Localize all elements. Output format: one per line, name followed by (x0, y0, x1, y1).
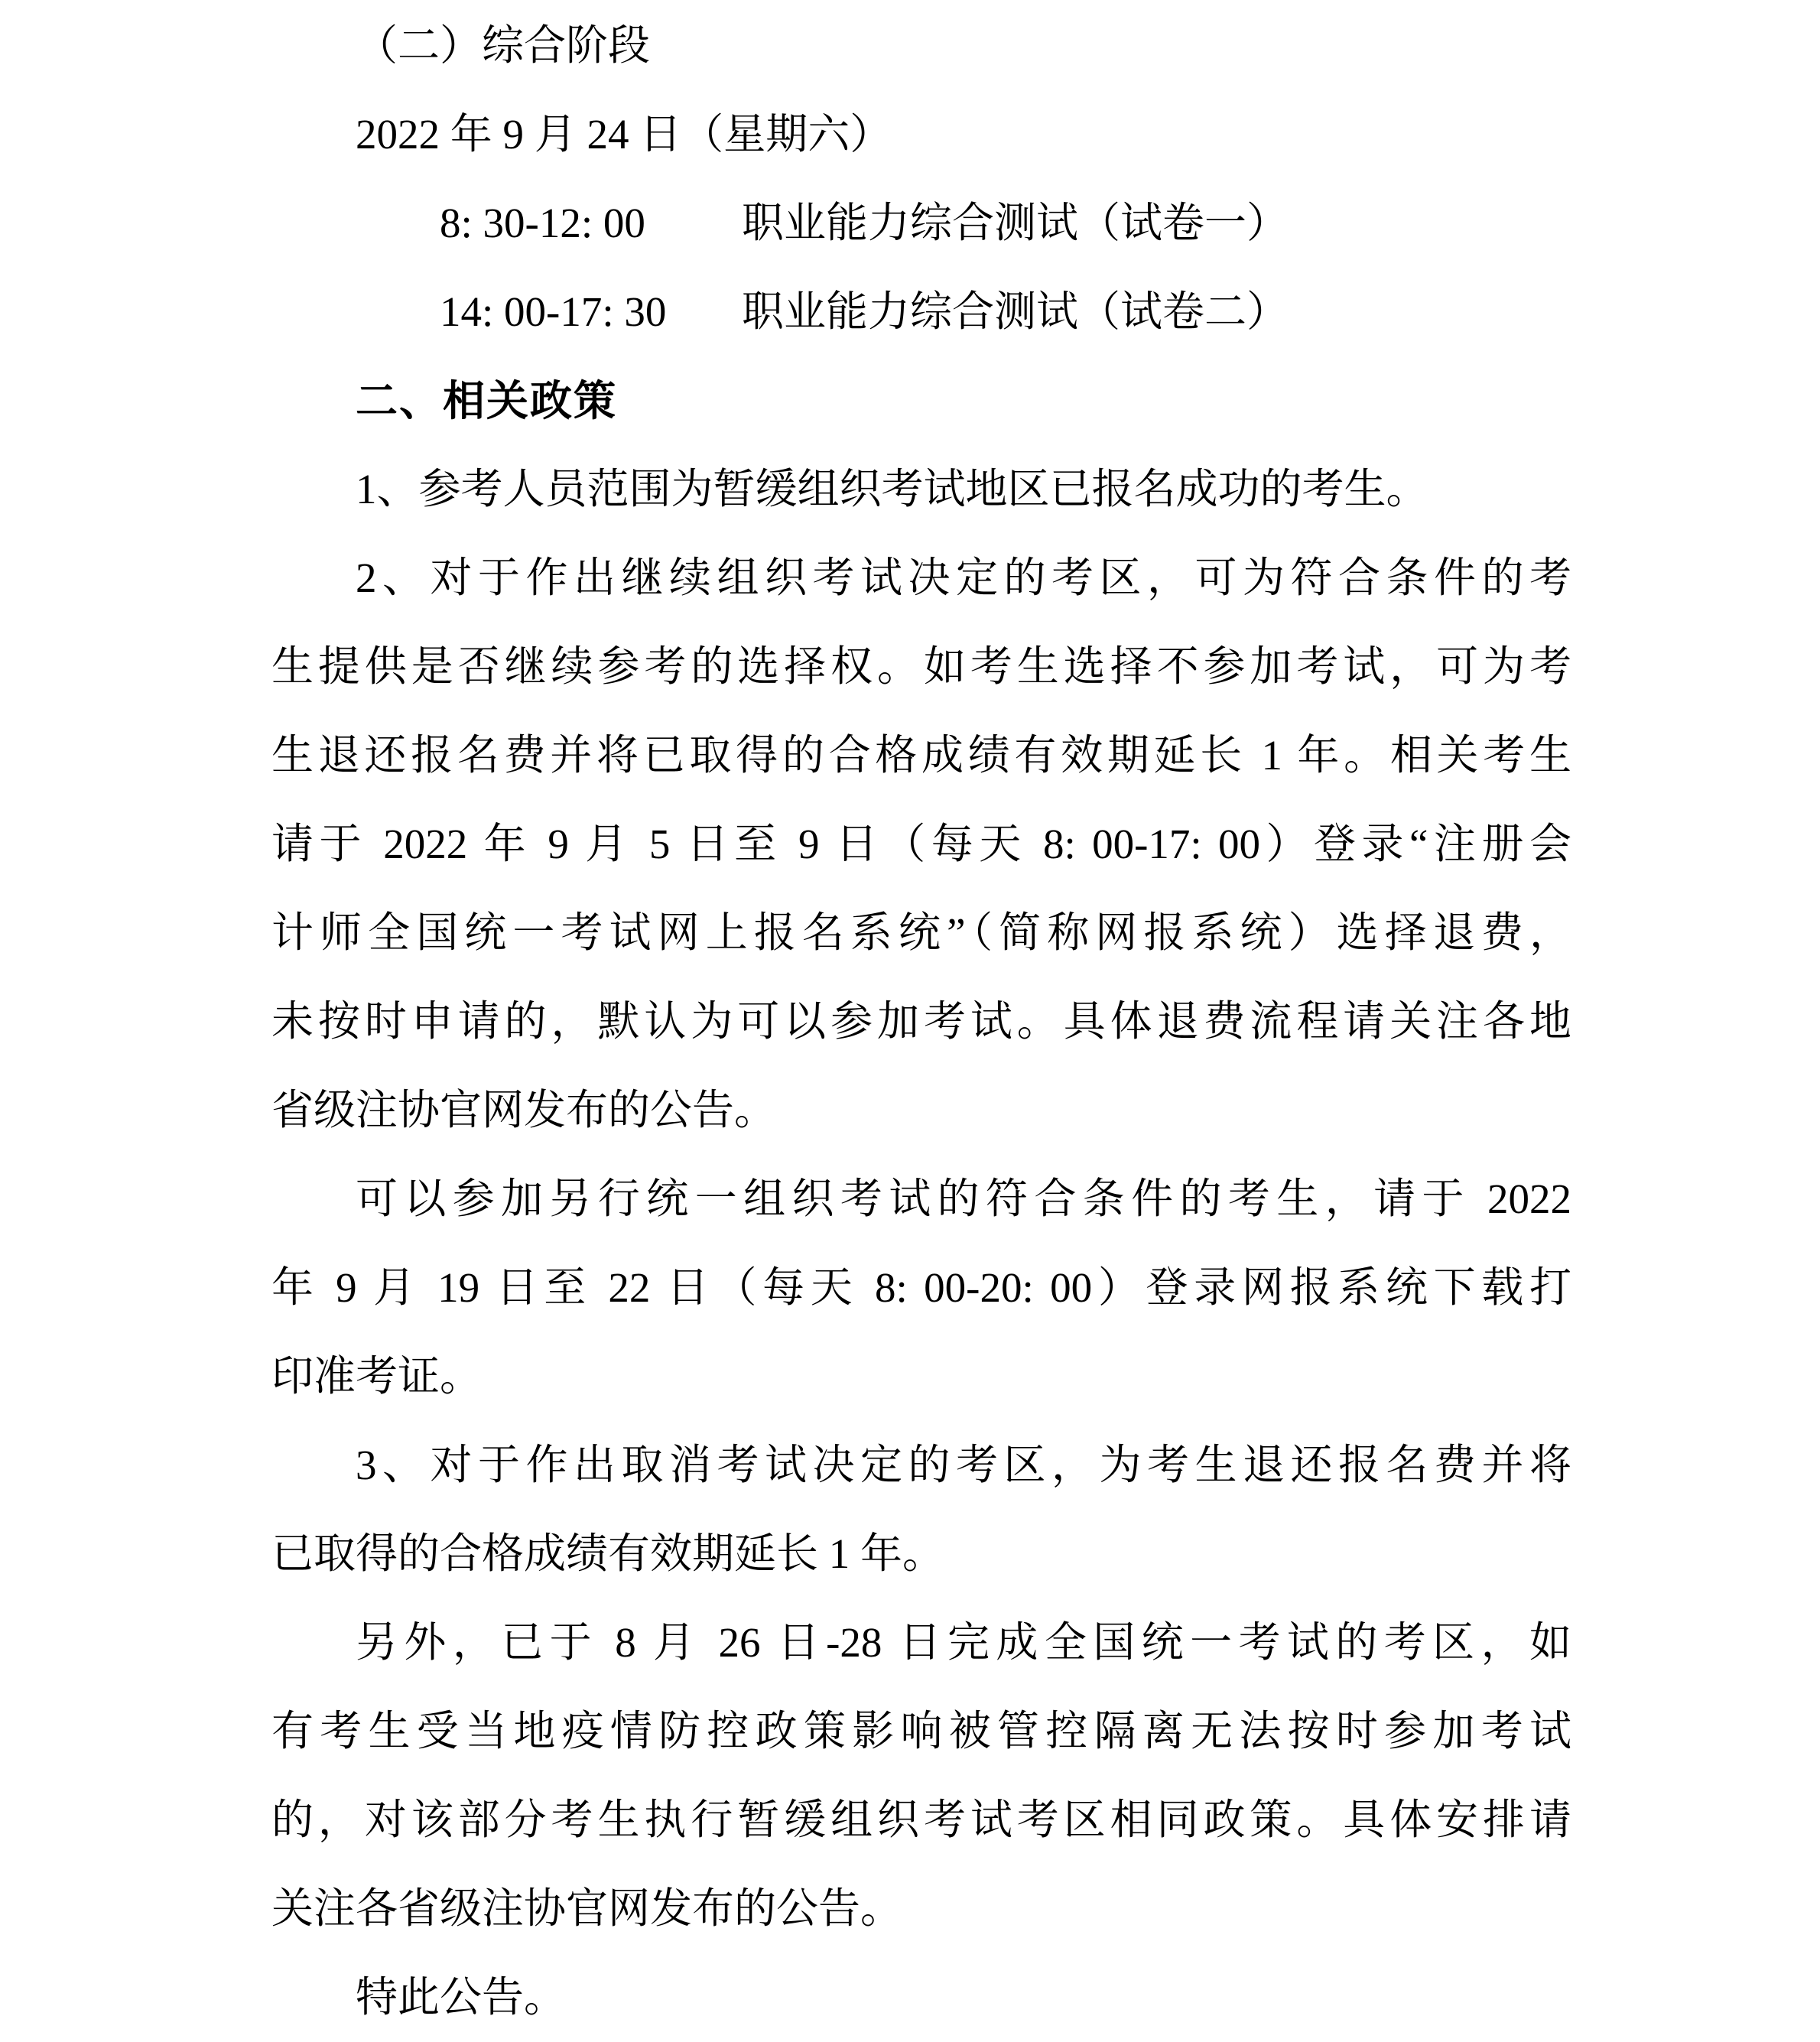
closing-statement: 特此公告。 (356, 1974, 567, 2021)
body-line: 2、对于作出继续组织考试决定的考区，可为符合条件的考 (356, 554, 1571, 601)
body-line: 生提供是否继续参考的选择权。如考生选择不参加考试，可为考 (271, 643, 1571, 690)
body-line: 印准考证。 (271, 1353, 483, 1400)
body-line: 3、对于作出取消考试决定的考区，为考生退还报名费并将 (356, 1442, 1571, 1488)
body-line: 关注各省级注协官网发布的公告。 (271, 1885, 903, 1932)
schedule-time: 14: 00-17: 30 (440, 288, 667, 335)
schedule-row (271, 179, 1571, 268)
body-line: 1、参考人员范围为暂缓组织考试地区已报名成功的考生。 (356, 466, 1428, 512)
schedule-subject: 职业能力综合测试（试卷二） (742, 288, 1289, 335)
body-line: 可以参加另行统一组织考试的符合条件的考生，请于 2022 (356, 1175, 1571, 1222)
body-line: 有考生受当地疫情防控政策影响被管控隔离无法按时参加考试 (271, 1708, 1571, 1754)
body-line: 的，对该部分考生执行暂缓组织考试考区相同政策。具体安排请 (271, 1797, 1571, 1843)
schedule-time: 8: 30-12: 00 (440, 200, 645, 246)
body-line: 省级注协官网发布的公告。 (271, 1087, 777, 1133)
body-line: 请于 2022 年 9 月 5 日至 9 日（每天 8: 00-17: 00）登录“注册会 (271, 821, 1571, 867)
exam-date: 2022 年 9 月 24 日（星期六） (356, 111, 892, 158)
body-line: 未按时申请的，默认为可以参加考试。具体退费流程请关注各地 (271, 998, 1571, 1045)
body-line: 生退还报名费并将已取得的合格成绩有效期延长 1 年。相关考生 (271, 732, 1571, 779)
body-line: 年 9 月 19 日至 22 日（每天 8: 00-20: 00）登录网报系统下载打 (271, 1264, 1571, 1311)
schedule-subject: 职业能力综合测试（试卷一） (742, 200, 1289, 246)
subsection-heading-comprehensive-stage: （二）综合阶段 (356, 22, 651, 69)
body-line: 计师全国统一考试网上报名系统”（简称网报系统）选择退费， (271, 909, 1571, 956)
body-line: 另外，已于 8 月 26 日-28 日完成全国统一考试的考区，如 (356, 1619, 1571, 1666)
schedule-row (271, 268, 1571, 356)
body-line: 已取得的合格成绩有效期延长 1 年。 (271, 1530, 945, 1577)
section-heading-policies: 二、相关政策 (356, 377, 618, 424)
